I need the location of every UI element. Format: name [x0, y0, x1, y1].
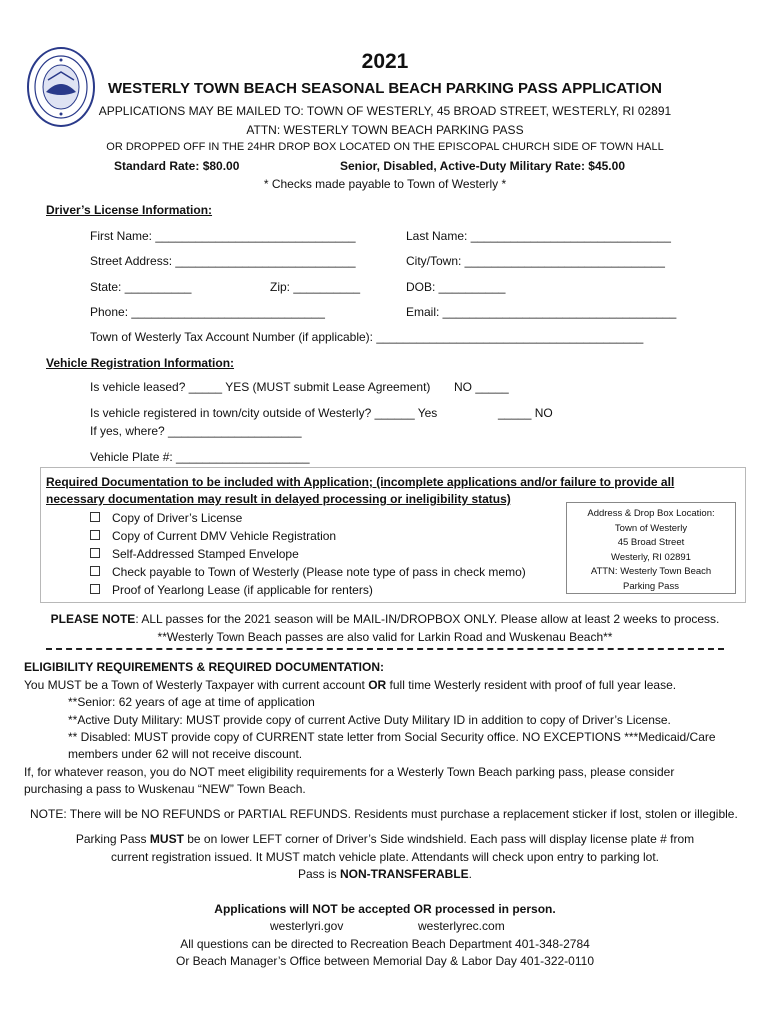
military-requirement: **Active Duty Military: MUST provide copy of current Active Duty Military ID in addition to copy of Driver’s License.: [68, 713, 671, 727]
pass-placement-line-2: current registration issued. It MUST match vehicle plate. Attendants will check upon entry to parking lot.: [110, 850, 660, 864]
please-note-label: PLEASE NOTE: [50, 612, 136, 626]
first-name-field[interactable]: First Name: ______________________________: [90, 229, 356, 243]
vehicle-leased-no-field[interactable]: NO _____: [454, 380, 509, 394]
registered-where-field[interactable]: If yes, where? ____________________: [90, 424, 302, 438]
not-eligible-line-1: If, for whatever reason, you do NOT meet eligibility requirements for a Westerly Town Beach parking pass, please consider: [24, 765, 675, 779]
vehicle-registered-no-field[interactable]: _____ NO: [498, 406, 553, 420]
text: full time Westerly resident with proof of full year lease.: [386, 678, 677, 692]
or-emphasis: OR: [368, 678, 387, 692]
standard-rate-value: : $80.00: [195, 159, 240, 173]
checkbox[interactable]: [90, 548, 100, 558]
tax-account-field[interactable]: Town of Westerly Tax Account Number (if applicable): ________________________________________: [90, 330, 644, 344]
dashed-divider: [46, 648, 724, 650]
required-docs-heading-2: necessary documentation may result in delayed processing or ineligibility status): [46, 492, 511, 506]
larkin-road-note: **Westerly Town Beach passes are also valid for Larkin Road and Wuskenau Beach**: [157, 630, 613, 644]
address-line: Westerly, RI 02891: [611, 551, 691, 563]
website-westerlyrec[interactable]: westerlyrec.com: [418, 919, 505, 933]
beach-manager-contact: Or Beach Manager’s Office between Memorial Day & Labor Day 401-322-0110: [175, 954, 594, 968]
address-line: Town of Westerly: [614, 522, 688, 534]
checklist-label: Check payable to Town of Westerly (Please note type of pass in check memo): [112, 565, 526, 579]
senior-requirement: **Senior: 62 years of age at time of application: [68, 695, 315, 709]
address-line: Parking Pass: [623, 580, 679, 592]
not-eligible-line-2: purchasing a pass to Wuskenau “NEW” Town Beach.: [24, 782, 306, 796]
disabled-requirement-cont: members under 62 will not receive discount.: [68, 747, 303, 761]
disabled-requirement: ** Disabled: MUST provide copy of CURRENT state letter from Social Security office. NO EXCEPTIONS ***Medicaid/Care: [68, 730, 716, 744]
checklist-label: Copy of Current DMV Vehicle Registration: [112, 529, 337, 543]
website-westerlyri[interactable]: westerlyri.gov: [270, 919, 344, 933]
address-line: Address & Drop Box Location:: [587, 508, 715, 519]
checklist-item: [90, 565, 526, 579]
checkbox[interactable]: [90, 530, 100, 540]
eligibility-heading: ELIGIBILITY REQUIREMENTS & REQUIRED DOCUMENTATION:: [24, 660, 385, 674]
checklist-item: [90, 529, 336, 543]
standard-rate-label: Standard Rate: [114, 159, 196, 173]
checks-payable-line: * Checks made payable to Town of Westerly *: [263, 177, 507, 191]
checklist-label: Self-Addressed Stamped Envelope: [112, 547, 299, 561]
checkbox[interactable]: [90, 512, 100, 522]
form-title: WESTERLY TOWN BEACH SEASONAL BEACH PARKING PASS APPLICATION: [108, 80, 662, 97]
drivers-license-heading: Driver’s License Information:: [46, 203, 213, 217]
zip-field[interactable]: Zip: __________: [270, 280, 361, 294]
checklist-item: [90, 511, 242, 525]
text: You MUST be a Town of Westerly Taxpayer with current account: [24, 678, 369, 692]
checklist-label: Copy of Driver’s License: [112, 511, 243, 525]
address-line: ATTN: Westerly Town Beach: [590, 566, 712, 577]
pass-placement-line-3: [0, 867, 770, 881]
please-note-text: : ALL passes for the 2021 season will be MAIL-IN/DROPBOX ONLY. Please allow at least 2 weeks to process.: [135, 612, 720, 626]
street-address-field[interactable]: Street Address: ___________________________: [90, 254, 356, 268]
checkbox[interactable]: [90, 566, 100, 576]
must-emphasis: MUST: [149, 832, 184, 846]
checklist-item: [90, 583, 373, 597]
please-note-line: [0, 612, 770, 626]
standard-rate: [114, 159, 239, 173]
email-field[interactable]: Email: ___________________________________: [406, 305, 677, 319]
checklist-label: Proof of Yearlong Lease (if applicable for renters): [112, 583, 373, 597]
non-transferable: NON-TRANSFERABLE: [340, 867, 469, 881]
no-refunds-note: NOTE: There will be NO REFUNDS or PARTIAL REFUNDS. Residents must purchase a replacement sticker if lost, stolen or illegible.: [30, 807, 738, 821]
required-docs-heading-1: Required Documentation to be included with Application; (incomplete applications and/or failure to provide all: [46, 475, 675, 489]
vehicle-leased-field[interactable]: Is vehicle leased? _____ YES (MUST submit Lease Agreement): [90, 380, 431, 394]
senior-rate: Senior, Disabled, Active-Duty Military Rate: $45.00: [340, 159, 625, 173]
checkbox[interactable]: [90, 584, 100, 594]
state-field[interactable]: State: __________: [90, 280, 192, 294]
vehicle-plate-field[interactable]: Vehicle Plate #: ____________________: [90, 450, 310, 464]
questions-contact: All questions can be directed to Recreation Beach Department 401-348-2784: [180, 937, 590, 951]
drop-box-address: [566, 502, 736, 594]
pass-placement-line-1: [0, 832, 770, 846]
text: .: [468, 867, 473, 881]
phone-field[interactable]: Phone: _____________________________: [90, 305, 325, 319]
address-line: 45 Broad Street: [617, 537, 685, 548]
eligibility-taxpayer-line: [24, 678, 676, 692]
mail-address-line: APPLICATIONS MAY BE MAILED TO: TOWN OF WESTERLY, 45 BROAD STREET, WESTERLY, RI 02891: [98, 104, 672, 118]
text: be on lower LEFT corner of Driver’s Side windshield. Each pass will display license plate # from: [183, 832, 695, 846]
vehicle-registration-heading: Vehicle Registration Information:: [46, 356, 235, 370]
not-accepted-in-person: Applications will NOT be accepted OR processed in person.: [214, 902, 556, 916]
attn-line: ATTN: WESTERLY TOWN BEACH PARKING PASS: [246, 123, 524, 137]
text: Pass is: [297, 867, 340, 881]
drop-box-line: OR DROPPED OFF IN THE 24HR DROP BOX LOCATED ON THE EPISCOPAL CHURCH SIDE OF TOWN HALL: [106, 141, 664, 153]
last-name-field[interactable]: Last Name: ______________________________: [406, 229, 671, 243]
city-town-field[interactable]: City/Town: ______________________________: [406, 254, 665, 268]
checklist-item: [90, 547, 299, 561]
vehicle-registered-outside-field[interactable]: Is vehicle registered in town/city outside of Westerly? ______ Yes: [90, 406, 438, 420]
dob-field[interactable]: DOB: __________: [406, 280, 506, 294]
form-year: 2021: [361, 50, 409, 73]
text: Parking Pass: [75, 832, 150, 846]
